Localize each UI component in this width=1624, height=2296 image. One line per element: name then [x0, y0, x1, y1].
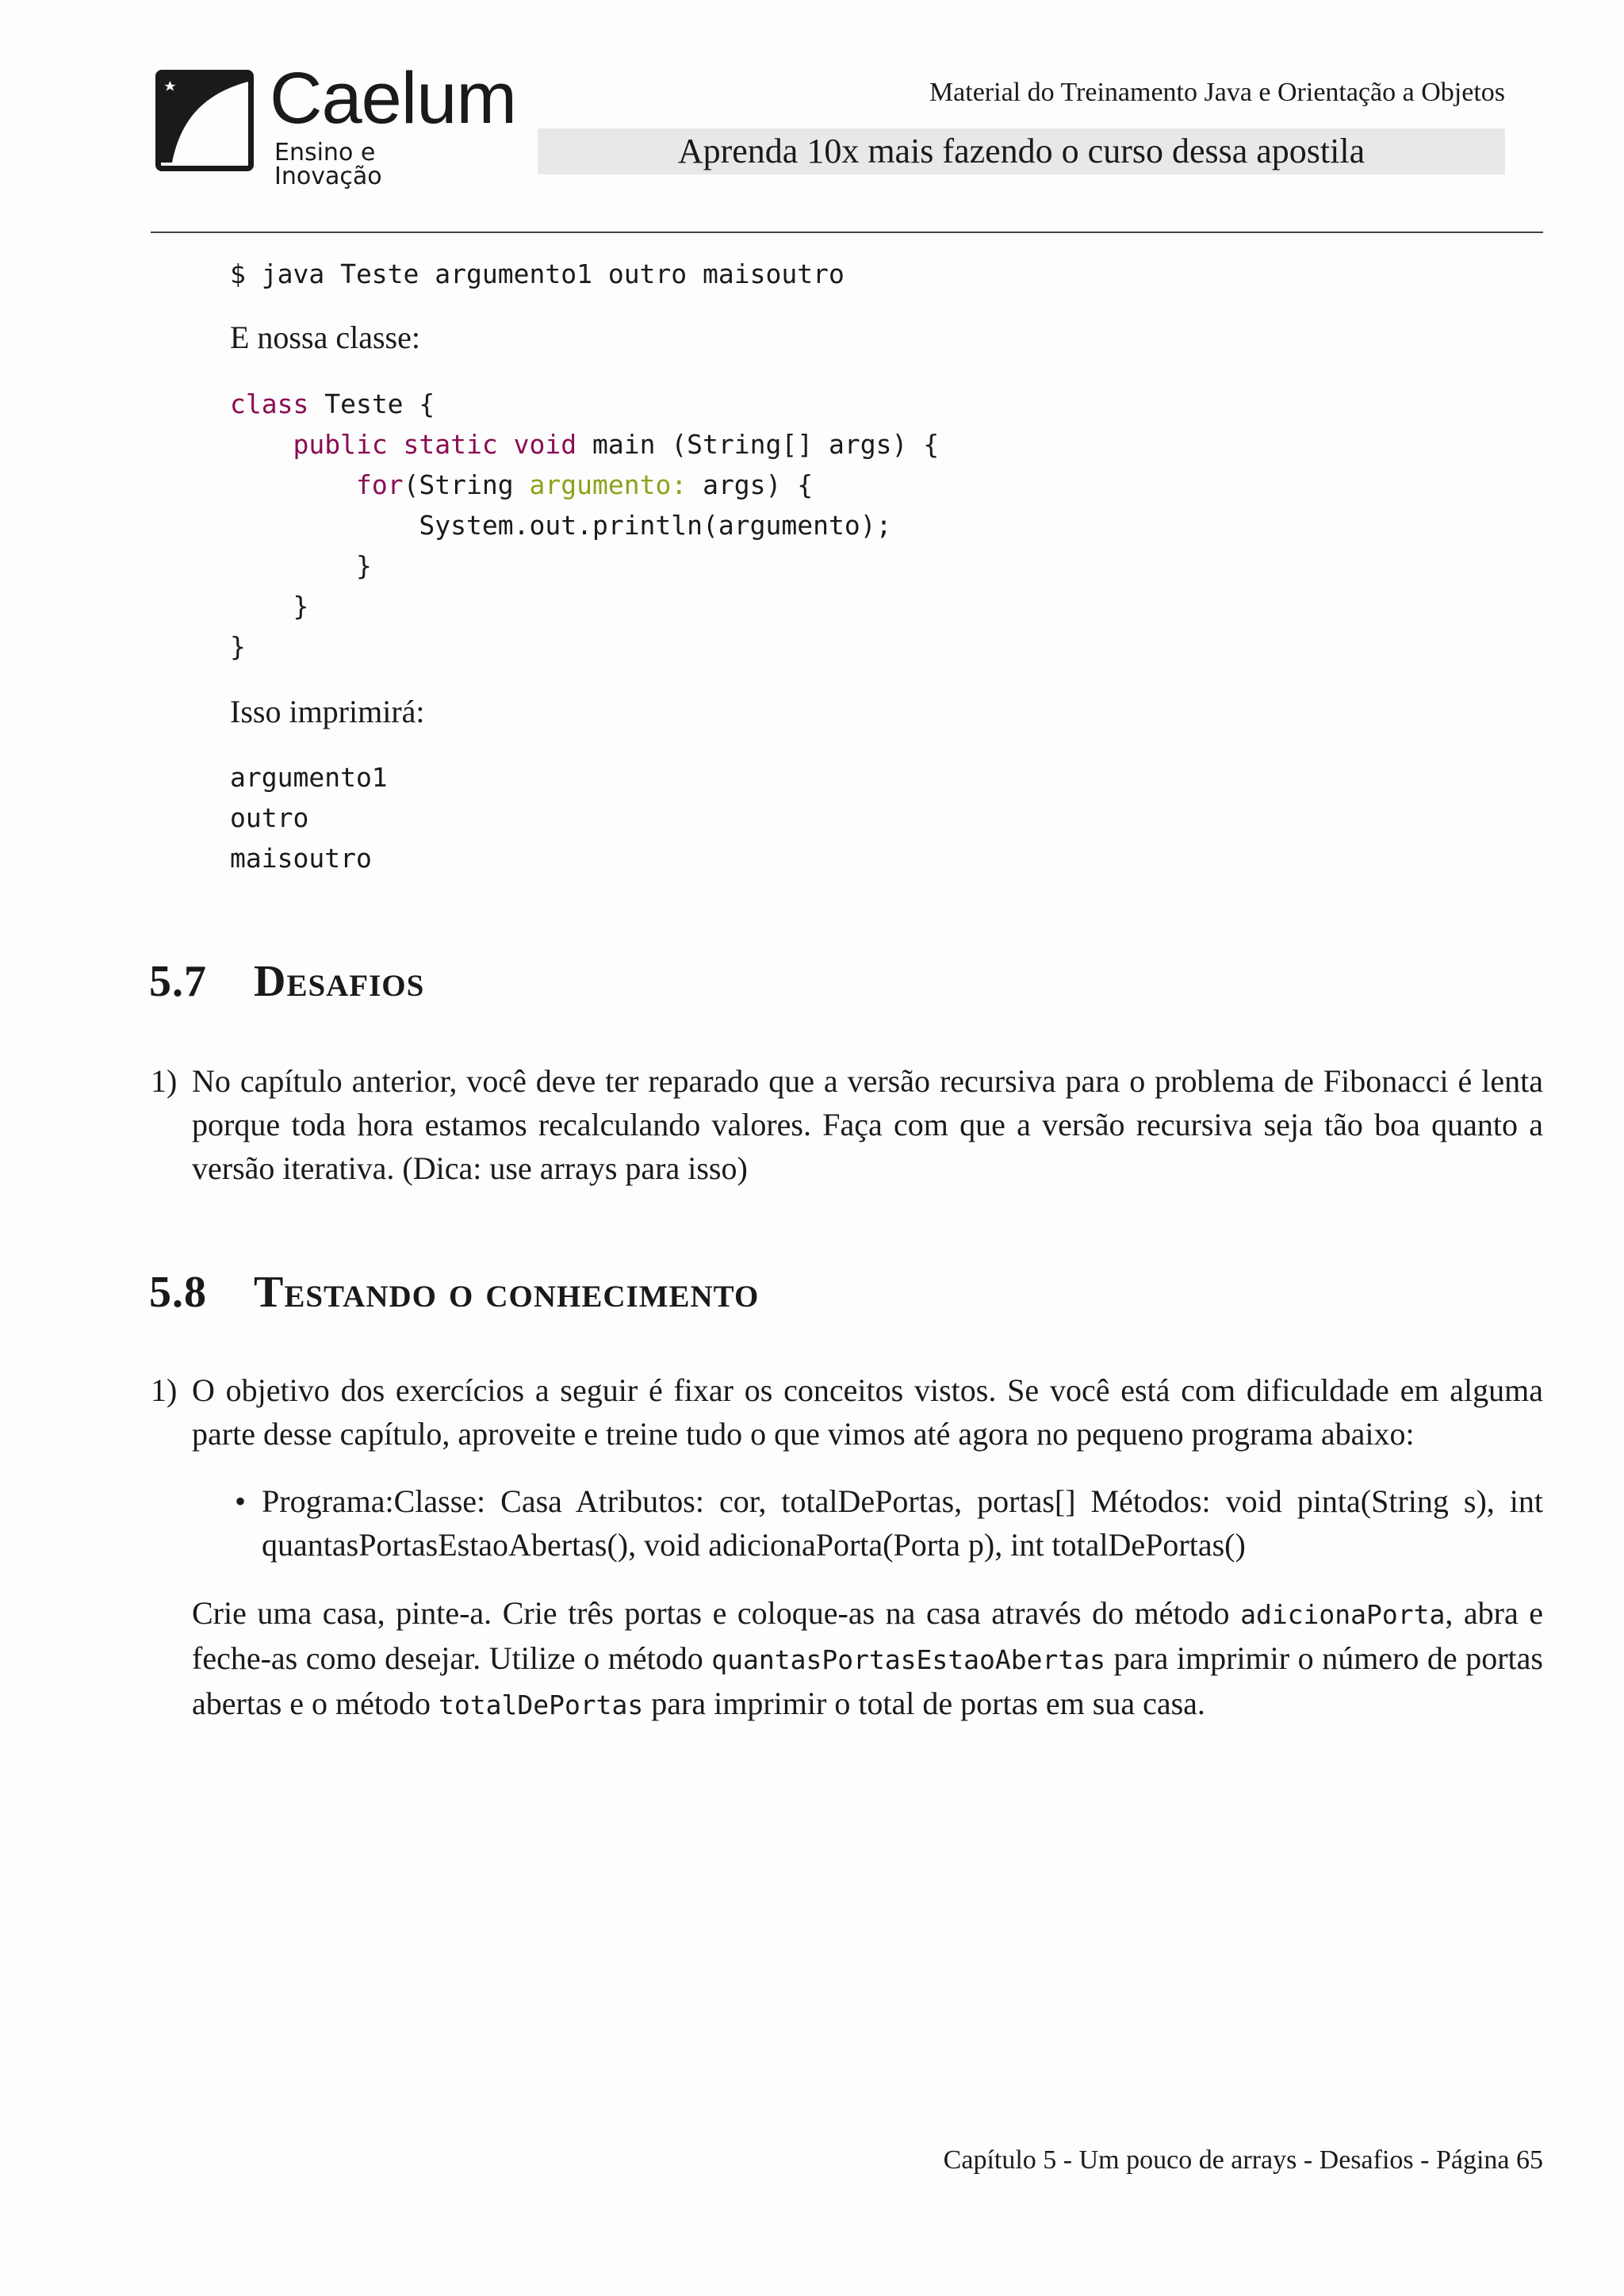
inline-code: quantasPortasEstaoAbertas	[711, 1644, 1105, 1675]
exercise-text: No capítulo anterior, você deve ter reparado que a versão recursiva para o problema de Fibonacci é lenta porque toda hora estamos recalculando valores. Faça com que a versão recursiva seja tão boa quanto a versão iterativa. (Dica: use arrays para isso)	[192, 1063, 1543, 1186]
header-course-title: Material do Treinamento Java e Orientação a Objetos	[929, 78, 1505, 107]
header-banner: Aprenda 10x mais fazendo o curso dessa apostila	[538, 128, 1505, 174]
code-text: }	[230, 591, 309, 622]
exercise-instructions	[192, 1591, 1543, 1727]
code-text: Teste {	[308, 388, 435, 419]
code-indent	[230, 429, 293, 460]
section-heading-5-7	[149, 956, 424, 1007]
logo-mark-icon	[155, 70, 254, 171]
output-line: outro	[230, 802, 309, 833]
code-variable: argumento:	[529, 469, 688, 500]
logo-name: Caelum	[270, 58, 517, 139]
code-text: }	[230, 631, 246, 662]
output-line: maisoutro	[230, 843, 372, 874]
section-heading-5-8	[149, 1267, 759, 1318]
logo-tagline: Ensino e Inovação	[274, 139, 382, 190]
bullet-item: Programa:Classe: Casa Atributos: cor, totalDePortas, portas[] Métodos: void pinta(String s), int quantasPortasEstaoAbertas(), void adicionaPorta(Porta p), int totalDePortas()	[262, 1483, 1543, 1563]
section-number: 5.8	[149, 1268, 207, 1317]
page-footer: Capítulo 5 - Um pouco de arrays - Desafios - Página 65	[943, 2145, 1543, 2175]
code-keyword: class	[230, 388, 309, 419]
section-number: 5.7	[149, 957, 207, 1006]
prints-label: Isso imprimirá:	[230, 694, 425, 729]
output-line: argumento1	[230, 762, 388, 793]
code-text: args) {	[687, 469, 814, 500]
code-text: System.out.println(argumento);	[230, 510, 892, 541]
section-title: Desafios	[254, 957, 425, 1006]
bullet-icon: •	[235, 1483, 247, 1519]
exercise-number: 1)	[151, 1063, 178, 1099]
caelum-logo	[155, 58, 517, 190]
section-title: Testando o conhecimento	[254, 1268, 760, 1317]
paragraph-text: para imprimir o número de portas abertas e o método	[192, 1640, 1543, 1721]
paragraph-text: para imprimir o total de portas em sua casa.	[643, 1686, 1205, 1721]
output-block	[230, 757, 388, 878]
code-keyword: public static void	[293, 429, 577, 460]
inline-code: adicionaPorta	[1240, 1599, 1446, 1630]
header-divider	[151, 232, 1543, 233]
code-block	[230, 384, 939, 667]
code-text: }	[230, 550, 372, 581]
code-indent	[230, 469, 356, 500]
exercise-text: O objetivo dos exercícios a seguir é fixar os conceitos vistos. Se você está com dificuldade em alguma parte desse capítulo, aproveite e treine tudo o que vimos até agora no pequeno programa abaixo:	[192, 1372, 1543, 1452]
command-line: $ java Teste argumento1 outro maisoutro	[230, 258, 845, 289]
paragraph-text: , abra e feche-as como desejar. Utilize o método	[192, 1595, 1543, 1676]
exercise-number: 1)	[151, 1372, 178, 1408]
class-intro: E nossa classe:	[230, 320, 420, 355]
inline-code: totalDePortas	[439, 1689, 644, 1720]
code-text: (String	[403, 469, 530, 500]
paragraph-text: Crie uma casa, pinte-a. Crie três portas e coloque-as na casa através do método	[192, 1595, 1241, 1631]
code-keyword: for	[355, 469, 404, 500]
code-text: main (String[] args) {	[576, 429, 940, 460]
